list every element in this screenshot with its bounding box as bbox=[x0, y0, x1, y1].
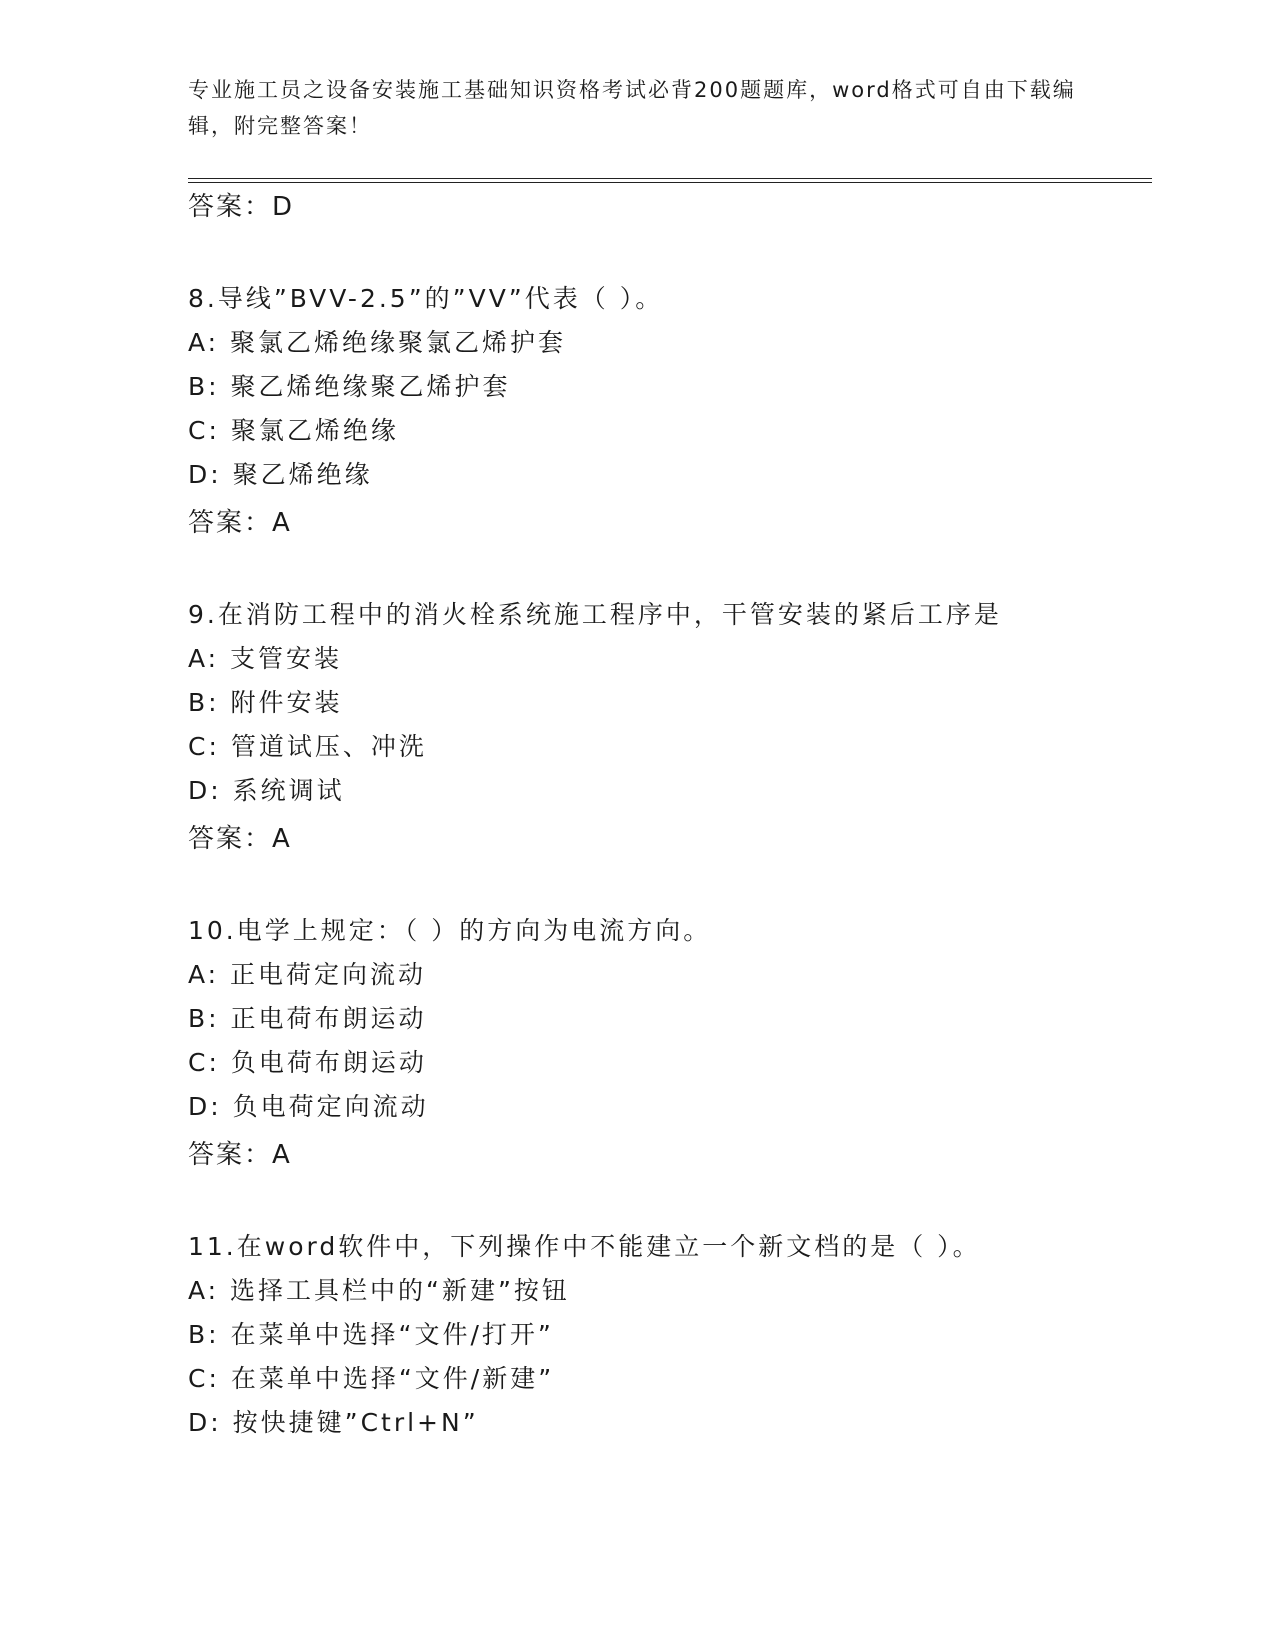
question-9-answer: 答案：A bbox=[188, 824, 292, 854]
header-divider-top bbox=[188, 178, 1152, 179]
question-9-option-c: C: 管道试压、冲洗 bbox=[188, 732, 427, 761]
question-11-stem: 11.在word软件中，下列操作中不能建立一个新文档的是（ ）。 bbox=[188, 1232, 981, 1261]
question-8-option-d: D: 聚乙烯绝缘 bbox=[188, 460, 373, 489]
question-8-stem: 8.导线”BVV-2.5”的”VV”代表（ ）。 bbox=[188, 284, 664, 313]
question-10-answer: 答案：A bbox=[188, 1140, 292, 1170]
question-11-option-c: C: 在菜单中选择“文件/新建” bbox=[188, 1364, 555, 1393]
question-9-option-d: D: 系统调试 bbox=[188, 776, 345, 805]
question-11-option-d: D: 按快捷键”Ctrl+N” bbox=[188, 1408, 479, 1437]
header-divider-bottom bbox=[188, 182, 1152, 183]
question-10-option-d: D: 负电荷定向流动 bbox=[188, 1092, 429, 1121]
question-10-option-c: C: 负电荷布朗运动 bbox=[188, 1048, 427, 1077]
question-8-answer: 答案：A bbox=[188, 508, 292, 538]
document-header: 专业施工员之设备安装施工基础知识资格考试必背200题题库，word格式可自由下载编辑，附完整答案！ bbox=[188, 78, 1076, 138]
question-10-stem: 10.电学上规定：（ ）的方向为电流方向。 bbox=[188, 916, 712, 945]
question-9-option-b: B: 附件安装 bbox=[188, 688, 343, 717]
previous-answer: 答案：D bbox=[188, 192, 295, 222]
question-8-option-b: B: 聚乙烯绝缘聚乙烯护套 bbox=[188, 372, 511, 401]
question-11-option-b: B: 在菜单中选择“文件/打开” bbox=[188, 1320, 554, 1349]
question-9-stem: 9.在消防工程中的消火栓系统施工程序中，干管安装的紧后工序是 bbox=[188, 600, 1002, 629]
question-9-option-a: A: 支管安装 bbox=[188, 644, 343, 673]
question-10-option-a: A: 正电荷定向流动 bbox=[188, 960, 427, 989]
question-10-option-b: B: 正电荷布朗运动 bbox=[188, 1004, 427, 1033]
question-8-option-c: C: 聚氯乙烯绝缘 bbox=[188, 416, 399, 445]
question-11-option-a: A: 选择工具栏中的“新建”按钮 bbox=[188, 1276, 570, 1305]
question-8-option-a: A: 聚氯乙烯绝缘聚氯乙烯护套 bbox=[188, 328, 567, 357]
